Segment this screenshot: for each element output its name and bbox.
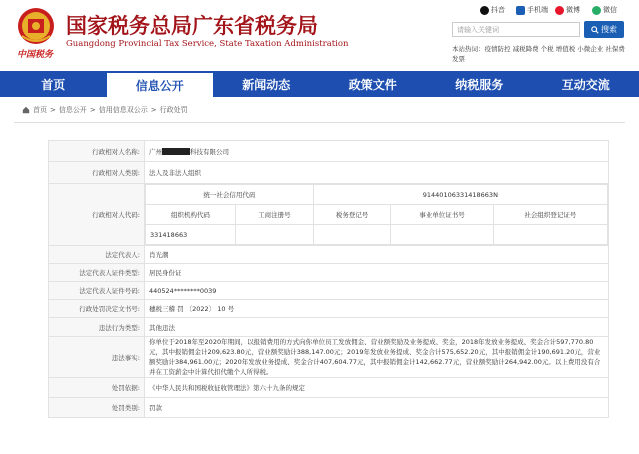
wechat-link[interactable]: 微信 (592, 5, 617, 15)
table-row: 法定代表人证件号码: 440524********0039 (49, 282, 609, 300)
redacted-block (162, 148, 190, 155)
tax-emblem-icon (16, 6, 56, 46)
party-category: 法人及非法人组织 (145, 162, 609, 184)
site-header (0, 0, 639, 68)
home-icon (22, 106, 30, 114)
site-title: 国家税务总局广东省税务局 (66, 14, 318, 38)
table-row: 行政处罚决定文书号: 穗税三稽 罚 〔2022〕 10 号 (49, 300, 609, 318)
breadcrumb: 首页 > 信息公开 > 信用信息双公示 > 行政处罚 (22, 105, 188, 115)
nav-news[interactable]: 新闻动态 (242, 77, 291, 92)
nav-info-disclosure[interactable]: 信息公开 (107, 71, 214, 97)
weibo-link[interactable]: 微博 (555, 5, 580, 15)
violation-facts: 你单位于2018年至2020年期间，以报销费用的方式向你单位员工发放佣金、营业额奖励及业务提成、奖金，2018年发放业务提成、奖金合计597,770.80元，其中报销佣金计209,623.80元，营业额奖励计388,147.00元；2019年发放业务提成、奖金合计575,652.20元，其中报销佣金计190,691.20元，营业额奖励计384,961.00元；2020年发放业务提成、奖金合计407,604.77元，其中报销佣金计142,662.77元，营业额奖励计264,942.00元。以上费用没有合并在工资薪金中计算代扣代缴个人所得税。 (145, 337, 609, 378)
nav-interaction[interactable]: 互动交流 (561, 77, 610, 92)
table-row: 行政相对人名称: 广州 科技有限公司 (49, 141, 609, 162)
table-row: 法定代表人证件类型: 居民身份证 (49, 264, 609, 282)
nav-home[interactable]: 首页 (41, 77, 66, 92)
credit-code: 91440106331418663N (313, 185, 607, 205)
logo-text: 中国税务 (17, 50, 54, 60)
breadcrumb-credit[interactable]: 信用信息双公示 (98, 106, 148, 114)
weibo-icon (555, 6, 564, 15)
table-row: 行政相对人代码: 统一社会信用代码 91440106331418663N 组织机构代码 工商注册号 税务登记号 事业单位证书号 社会组织登记证号 331418663 (49, 184, 609, 246)
table-row: 行政相对人类别: 法人及非法人组织 (49, 162, 609, 184)
penalty-detail-table (48, 140, 609, 418)
hot-words: 本站热词：疫情防控 减税降费 个税 增值税 小微企业 社保费 发票 (452, 45, 625, 63)
divider (14, 122, 625, 123)
wechat-icon (592, 6, 601, 15)
decision-number: 穗税三稽 罚 〔2022〕 10 号 (145, 300, 609, 318)
nav-policy[interactable]: 政策文件 (348, 77, 397, 92)
table-row: 处罚依据: 《中华人民共和国税收征收管理法》第六十九条的规定 (49, 378, 609, 398)
nav-tax-service[interactable]: 纳税服务 (455, 77, 504, 92)
douyin-link[interactable]: 抖音 (480, 5, 505, 15)
hot-words-links[interactable]: 疫情防控 减税降费 个税 增值税 小微企业 社保费 发票 (452, 45, 625, 63)
table-row: 违法事实: 你单位于2018年至2020年期间，以报销费用的方式向你单位员工发放佣金、营业额奖励及业务提成、奖金，2018年发放业务提成、奖金合计597,770.80元，其中报销佣金计209,623.80元，营业额奖励计388,147.00元；2019年发放业务提成、奖金合计575,652.20元，其中报销佣金计190,691.20元，营业额奖励计384,961.00元；2020年发放业务提成、奖金合计407,604.77元，其中报销佣金计142,662.77元，营业额奖励计264,942.00元。以上费用没有合并在工资薪金中计算代扣代缴个人所得税。 (49, 337, 609, 378)
party-name: 广州 科技有限公司 (145, 141, 609, 162)
legal-id-type: 居民身份证 (145, 264, 609, 282)
main-nav (0, 71, 639, 97)
mobile-link[interactable]: 手机端 (516, 5, 548, 15)
mobile-icon (516, 6, 525, 15)
breadcrumb-info[interactable]: 信息公开 (58, 106, 87, 114)
table-row: 法定代表人: 肖光潮 (49, 246, 609, 264)
org-code: 331418663 (146, 225, 236, 245)
search-input[interactable]: 请输入关键词 (452, 22, 580, 37)
legal-id-number: 440524********0039 (145, 282, 609, 300)
legal-rep: 肖光潮 (145, 246, 609, 264)
breadcrumb-penalty[interactable]: 行政处罚 (159, 106, 188, 114)
table-row: 违法行为类型: 其他违法 (49, 318, 609, 337)
penalty-category: 罚款 (145, 398, 609, 418)
site-subtitle: Guangdong Provincial Tax Service, State Taxation Administration (66, 39, 349, 49)
table-row: 处罚类别: 罚款 (49, 398, 609, 418)
penalty-basis: 《中华人民共和国税收征收管理法》第六十九条的规定 (145, 378, 609, 398)
search-button[interactable]: 搜索 (584, 21, 624, 38)
breadcrumb-home[interactable]: 首页 (33, 106, 47, 114)
violation-type: 其他违法 (145, 318, 609, 337)
code-table: 统一社会信用代码 91440106331418663N 组织机构代码 工商注册号 税务登记号 事业单位证书号 社会组织登记证号 331418663 (145, 184, 608, 245)
search-icon (591, 26, 599, 34)
douyin-icon (480, 6, 489, 15)
